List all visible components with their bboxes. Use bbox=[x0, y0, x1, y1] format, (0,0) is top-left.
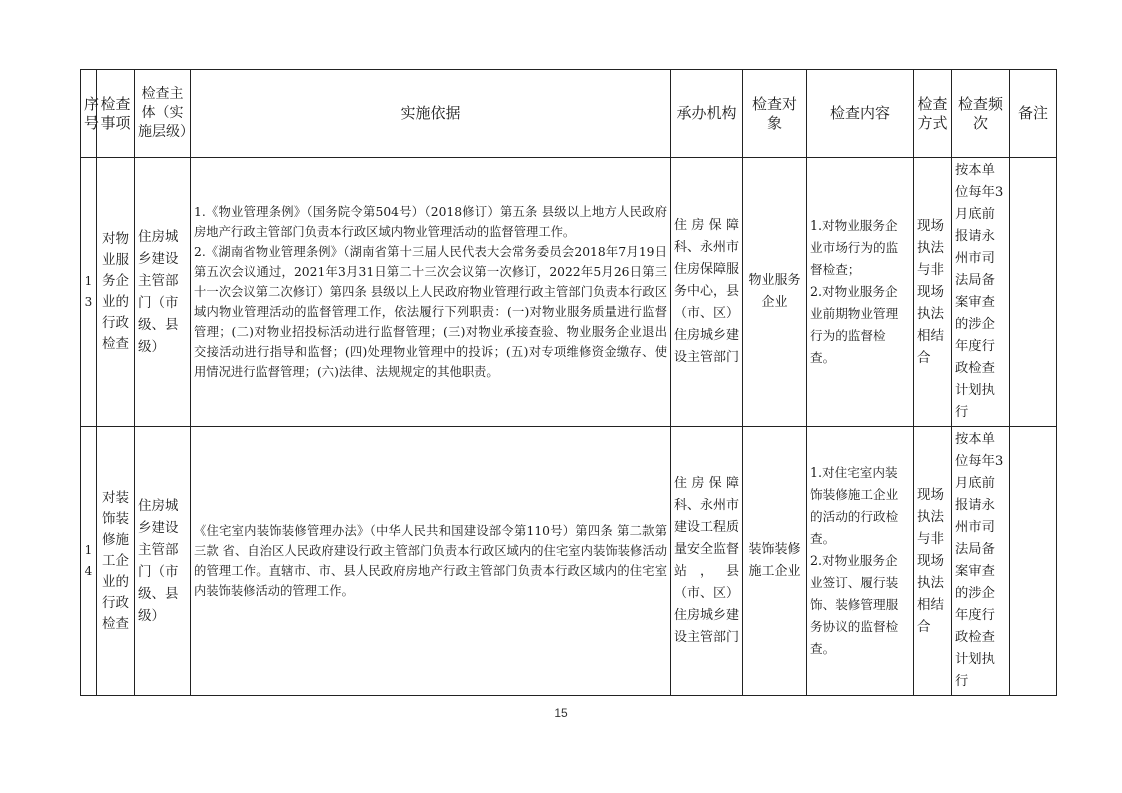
content-item: 1.对物业服务企业市场行为的监督检查； bbox=[810, 218, 899, 277]
row-seq: 13 bbox=[81, 158, 97, 427]
table-row bbox=[81, 158, 1057, 427]
row-item: 对装饰装修施工企业的行政检查 bbox=[97, 427, 135, 696]
header-item: 检查事项 bbox=[97, 70, 135, 158]
header-seq: 序号 bbox=[81, 70, 97, 158]
row-frequency: 按本单位每年3月底前报请永州市司法局备案审查的涉企年度行政检查计划执行 bbox=[952, 158, 1010, 427]
row-target: 装饰装修施工企业 bbox=[743, 427, 807, 696]
page-number: 15 bbox=[554, 706, 568, 720]
header-method: 检查方式 bbox=[914, 70, 952, 158]
content-item: 2.对物业服务企业签订、履行装饰、装修管理服务协议的监督检查。 bbox=[810, 553, 899, 656]
row-remarks bbox=[1010, 427, 1057, 696]
row-method: 现场执法与非现场执法相结合 bbox=[914, 158, 952, 427]
header-content: 检查内容 bbox=[807, 70, 914, 158]
row-basis bbox=[191, 427, 671, 696]
header-remarks: 备注 bbox=[1010, 70, 1057, 158]
table-header-row bbox=[81, 70, 1057, 158]
basis-clause: 《住宅室内装饰装修管理办法》（中华人民共和国建设部令第110号）第四条 第二款第三款 省、自治区人民政府建设行政主管部门负责本行政区域内的住宅室内装饰装修活动的管理工作。直辖市、市、县人民政府房地产行政主管部门负责本行政区域内的住宅室内装饰装修活动的管理工作。 bbox=[194, 524, 667, 598]
row-remarks bbox=[1010, 158, 1057, 427]
header-frequency: 检查频次 bbox=[952, 70, 1010, 158]
header-basis: 实施依据 bbox=[191, 70, 671, 158]
header-subject: 检查主体（实施层级） bbox=[135, 70, 191, 158]
row-method: 现场执法与非现场执法相结合 bbox=[914, 427, 952, 696]
row-basis bbox=[191, 158, 671, 427]
inspection-table bbox=[80, 69, 1057, 696]
header-target: 检查对象 bbox=[743, 70, 807, 158]
row-item: 对物业服务企业的行政检查 bbox=[97, 158, 135, 427]
row-target: 物业服务企业 bbox=[743, 158, 807, 427]
table-row bbox=[81, 427, 1057, 696]
content-item: 1.对住宅室内装饰装修施工企业的活动的行政检查。 bbox=[810, 465, 899, 546]
content-item: 2.对物业服务企业前期物业管理行为的监督检查。 bbox=[810, 284, 899, 365]
row-content bbox=[807, 158, 914, 427]
row-subject: 住房城乡建设主管部门（市级、县级） bbox=[135, 158, 191, 427]
basis-clause: 2.《湖南省物业管理条例》（湖南省第十三届人民代表大会常务委员会2018年7月19日第五次会议通过，2021年3月31日第二十三次会议第一次修订，2022年5月26日第三十一次会议第二次修订）第四条 县级以上人民政府物业管理行政主管部门负责本行政区域内物业管理活动的监督管理工作，依法履行下列职责：(一)对物业服务质量进行监督管理；(二)对物业招投标活动进行监督管理；(三)对物业承接查验、物业服务企业退出交接活动进行指导和监督；(四)处理物业管理中的投诉；(五)对专项维修资金缴存、使用情况进行监督管理；(六)法律、法规规定的其他职责。 bbox=[194, 245, 667, 379]
header-org: 承办机构 bbox=[671, 70, 743, 158]
row-org: 住房保障科、永州市住房保障服务中心，县（市、区）住房城乡建设主管部门 bbox=[671, 158, 743, 427]
basis-clause: 1.《物业管理条例》（国务院令第504号）（2018修订）第五条 县级以上地方人民政府房地产行政主管部门负责本行政区域内物业管理活动的监督管理工作。 bbox=[194, 205, 667, 239]
row-seq: 14 bbox=[81, 427, 97, 696]
row-org: 住房保障科、永州市建设工程质量安全监督站，县（市、区）住房城乡建设主管部门 bbox=[671, 427, 743, 696]
row-content bbox=[807, 427, 914, 696]
row-frequency: 按本单位每年3月底前报请永州市司法局备案审查的涉企年度行政检查计划执行 bbox=[952, 427, 1010, 696]
row-subject: 住房城乡建设主管部门（市级、县级） bbox=[135, 427, 191, 696]
